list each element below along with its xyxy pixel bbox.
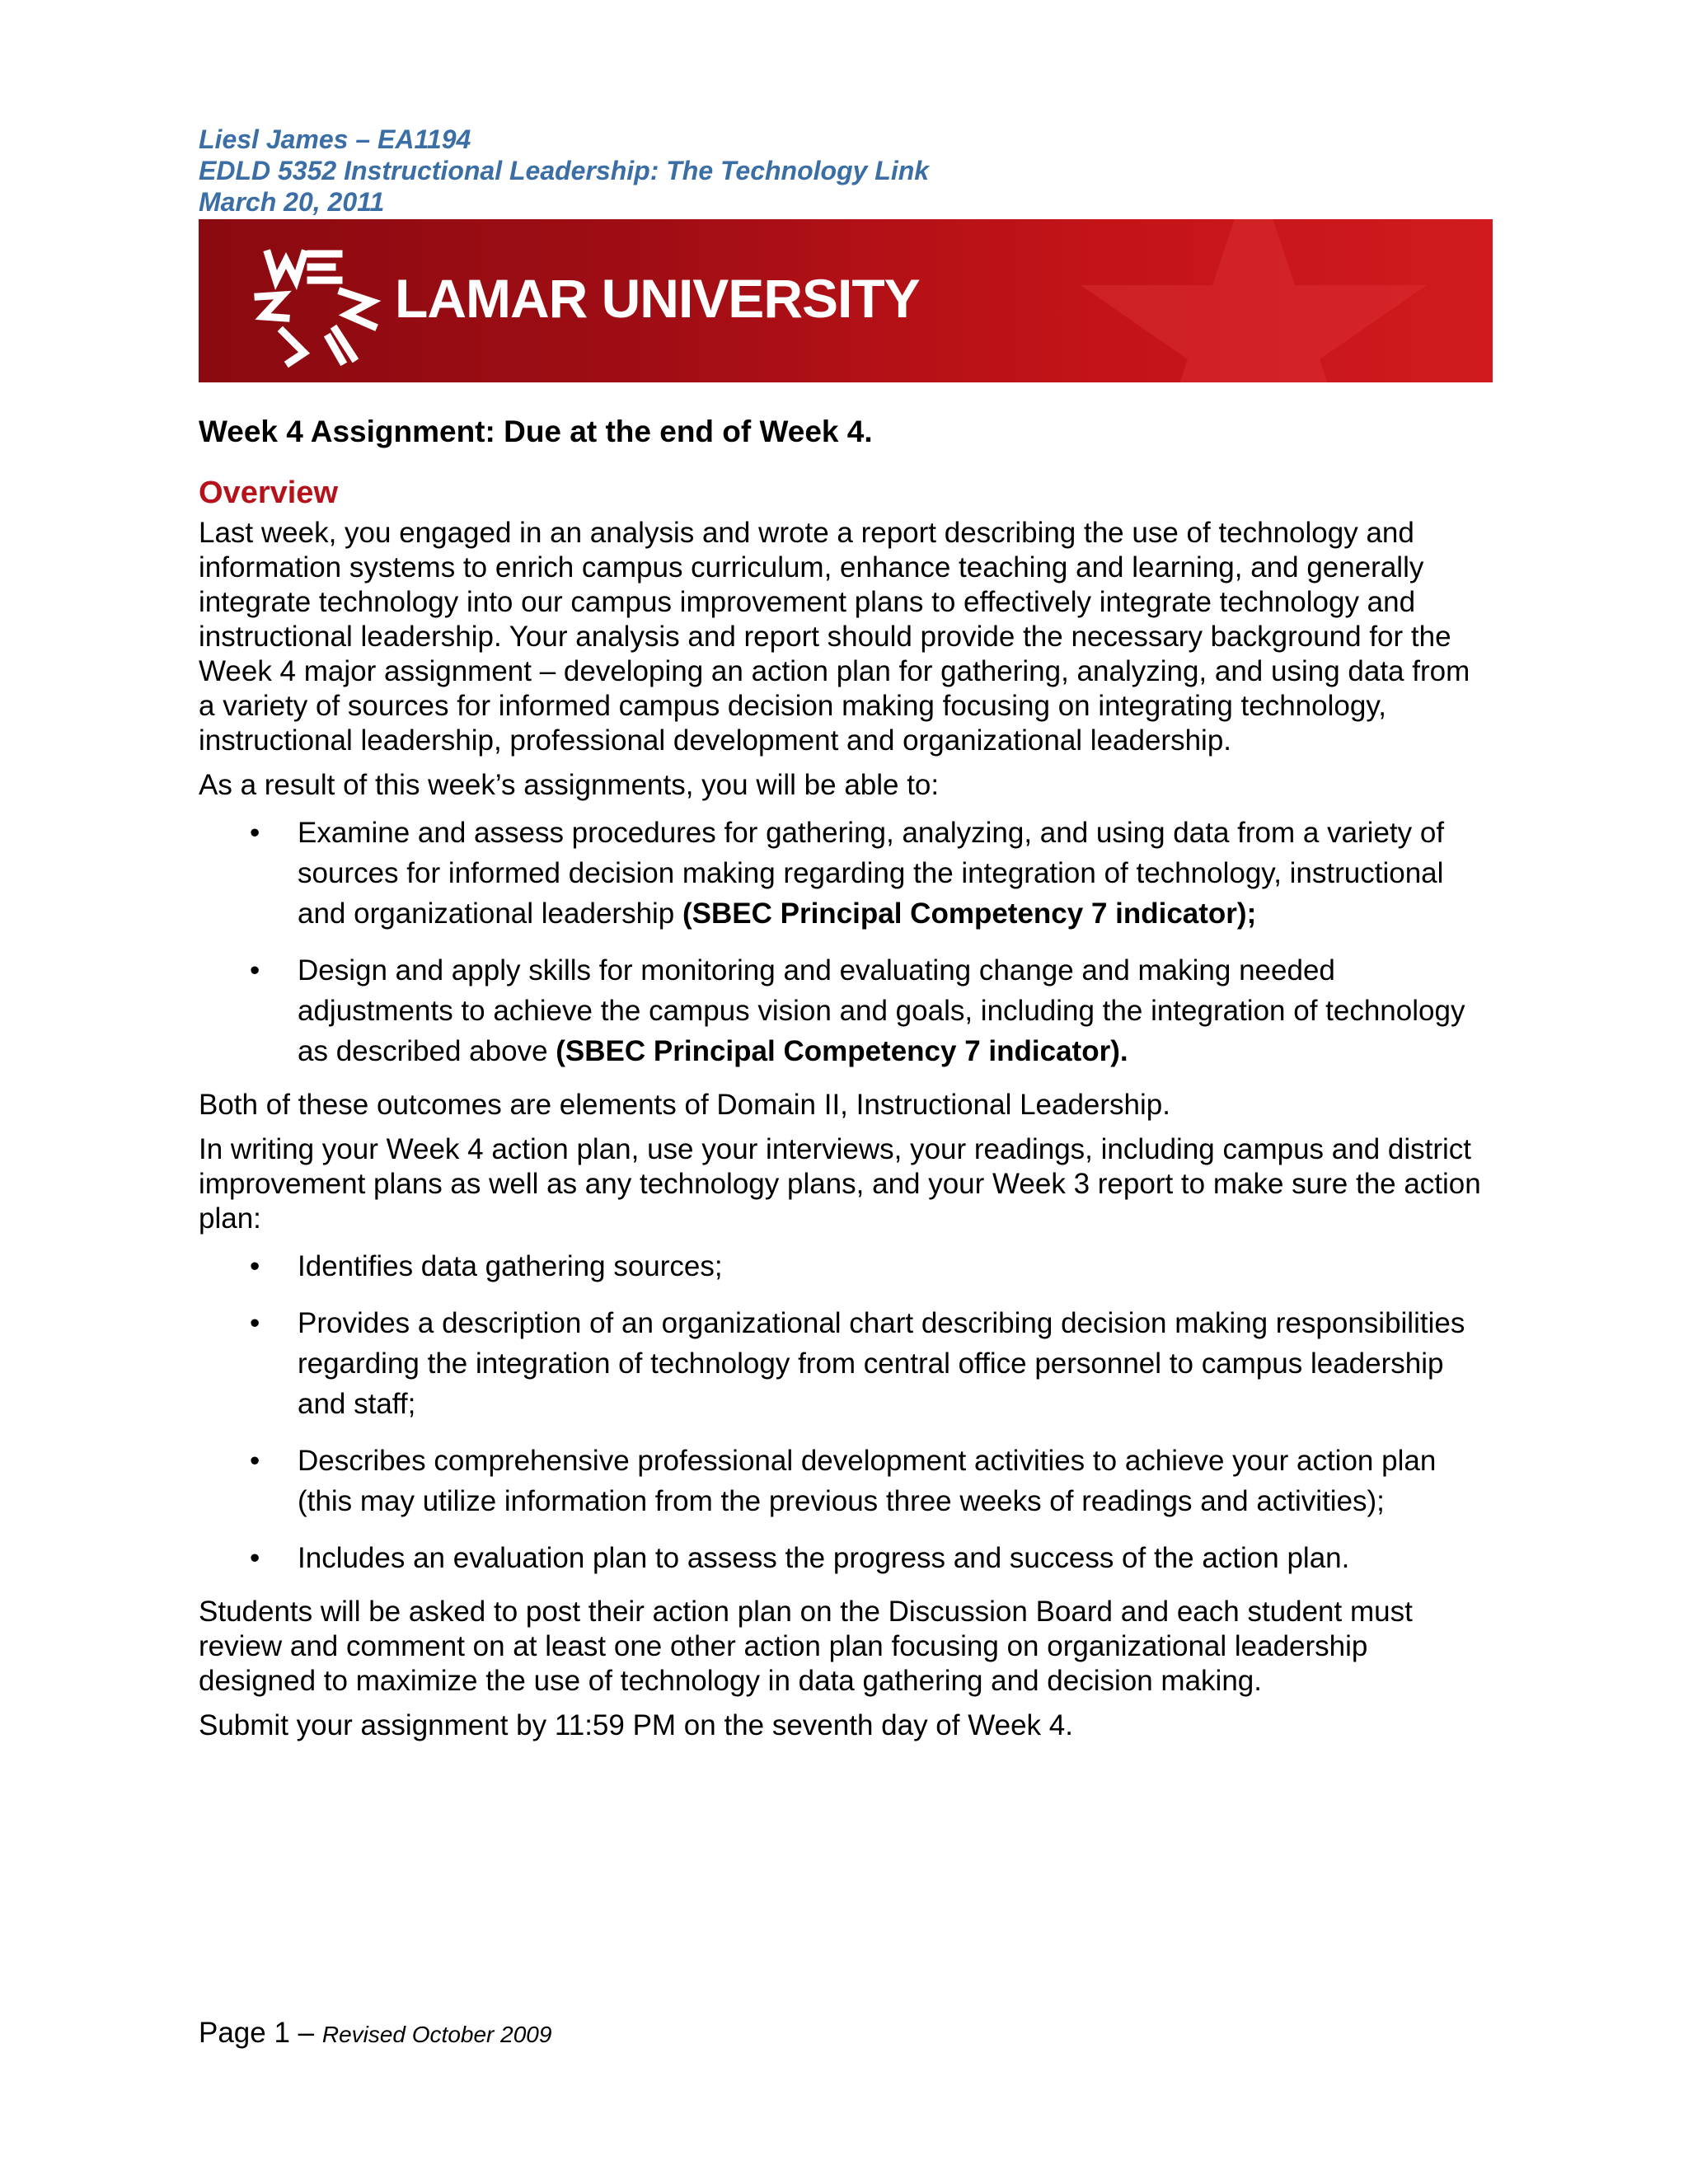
list-item — [199, 950, 1493, 1071]
overview-paragraph-3: Both of these outcomes are elements of Domain II, Instructional Leadership. — [199, 1089, 1170, 1121]
star-watermark-icon — [1048, 219, 1460, 382]
overview-paragraph-5: Students will be asked to post their action plan on the Discussion Board and each student must review and comment on at least one other action plan focusing on organizational leadership designed to maximize the use of technology in data gathering and decision making. — [199, 1596, 1413, 1697]
university-banner — [199, 219, 1493, 382]
university-name: LAMAR UNIVERSITY — [395, 268, 920, 329]
overview-paragraph-1: Last week, you engaged in an analysis and wrote a report describing the use of technology and information systems to enrich campus curriculum, enhance teaching and learning, and generally integrate technology into our campus improvement plans to effectively integrate technology and instructional leadership. Your analysis and report should provide the necessary background for the Week 4 major assignment – developing an action plan for gathering, analyzing, and using data from a variety of sources for informed campus decision making focusing on integrating technology, instructional leadership, professional development and organizational leadership. — [199, 517, 1470, 757]
requirement-text: Describes comprehensive professional development activities to achieve your action plan (this may utilize information from the previous three weeks of readings and activities); — [298, 1445, 1437, 1517]
overview-paragraph-4: In writing your Week 4 action plan, use your interviews, your readings, including campus and district improvement plans as well as any technology plans, and your Week 3 report to make sure the action plan: — [199, 1133, 1481, 1235]
author-line: Liesl James – EA1194 — [199, 124, 471, 154]
list-item — [199, 1246, 1493, 1286]
list-item — [199, 813, 1493, 934]
outcome-text: Examine and assess procedures for gathering, analyzing, and using data from a variety of sources for informed decision making regarding the integration of technology, instructional and organizational leadership — [298, 817, 1445, 930]
bullet-icon: • — [250, 1445, 260, 1477]
date-line: March 20, 2011 — [199, 187, 385, 217]
bullet-icon: • — [250, 1542, 260, 1574]
overview-paragraph-6: Submit your assignment by 11:59 PM on the seventh day of Week 4. — [199, 1709, 1073, 1741]
assignment-title: Week 4 Assignment: Due at the end of Week 4. — [199, 415, 873, 448]
bullet-icon: • — [250, 817, 260, 849]
outcome-competency: (SBEC Principal Competency 7 indicator). — [556, 1035, 1128, 1067]
outcomes-list — [199, 813, 1493, 1071]
page-number: Page 1 – — [199, 2017, 322, 2049]
bullet-icon: • — [250, 954, 260, 987]
bullet-icon: • — [250, 1250, 260, 1282]
revision-note: Revised October 2009 — [321, 2022, 552, 2047]
requirements-list — [199, 1246, 1493, 1578]
requirement-text: Includes an evaluation plan to assess the progress and success of the action plan. — [298, 1542, 1350, 1574]
list-item — [199, 1538, 1493, 1578]
document-content — [199, 124, 1493, 1753]
page-footer — [199, 2016, 551, 2052]
outcome-competency: (SBEC Principal Competency 7 indicator); — [682, 898, 1257, 930]
overview-paragraph-2: As a result of this week’s assignments, you will be able to: — [199, 769, 940, 801]
course-line: EDLD 5352 Instructional Leadership: The Technology Link — [199, 156, 930, 185]
lamar-star-logo-icon — [250, 237, 382, 369]
requirement-text: Provides a description of an organizational chart describing decision making responsibilities regarding the integration of technology from central office personnel to campus leadership and staff; — [298, 1307, 1465, 1420]
overview-heading: Overview — [199, 476, 338, 510]
outcome-text: Design and apply skills for monitoring and evaluating change and making needed adjustments to achieve the campus vision and goals, including the integration of technology as described above — [298, 954, 1465, 1067]
requirement-text: Identifies data gathering sources; — [298, 1250, 723, 1282]
list-item — [199, 1303, 1493, 1424]
list-item — [199, 1441, 1493, 1521]
bullet-icon: • — [250, 1307, 260, 1339]
